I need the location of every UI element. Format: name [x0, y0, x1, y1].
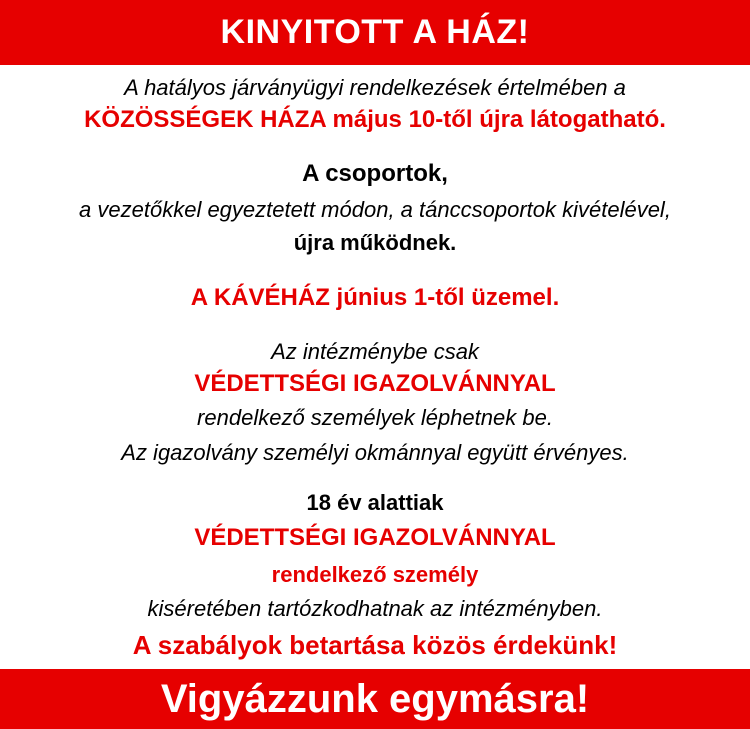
house-name: KÖZÖSSÉGEK HÁZA: [84, 106, 326, 133]
entry-intro: Az intézménybe csak: [271, 339, 479, 364]
footer-banner: [0, 669, 750, 729]
reopen-line: [0, 105, 750, 135]
entry-people: rendelkező személyek léphetnek be.: [197, 405, 553, 430]
header-title: KINYITOTT A HÁZ!: [220, 13, 530, 51]
groups-heading: A csoportok,: [302, 160, 448, 187]
minors-person: rendelkező személy: [271, 562, 479, 587]
notice-body: [0, 65, 750, 669]
minors-heading: 18 év alattiak: [306, 490, 444, 515]
cafe-text: június 1-től üzemel.: [336, 284, 560, 311]
reopen-text: május 10-től újra látogatható.: [332, 106, 666, 133]
groups-detail: a vezetőkkel egyeztetett módon, a tánccsoportok kivételével,: [79, 197, 671, 222]
certificate-line-1: VÉDETTSÉGI IGAZOLVÁNNYAL: [194, 370, 556, 397]
id-validity: Az igazolvány személyi okmánnyal együtt érvényes.: [121, 440, 629, 465]
footer-slogan: Vigyázzunk egymásra!: [160, 677, 590, 721]
minors-detail: kiséretében tartózkodhatnak az intézményben.: [147, 596, 603, 621]
cafe-name: A KÁVÉHÁZ: [190, 284, 330, 311]
intro-line: A hatályos járványügyi rendelkezések értelmében a: [124, 75, 626, 100]
cafe-line: [0, 283, 750, 313]
certificate-line-2: VÉDETTSÉGI IGAZOLVÁNNYAL: [194, 524, 556, 551]
groups-status: újra működnek.: [293, 230, 457, 255]
header-banner: [0, 0, 750, 65]
rules-line: A szabályok betartása közös érdekünk!: [132, 630, 618, 660]
